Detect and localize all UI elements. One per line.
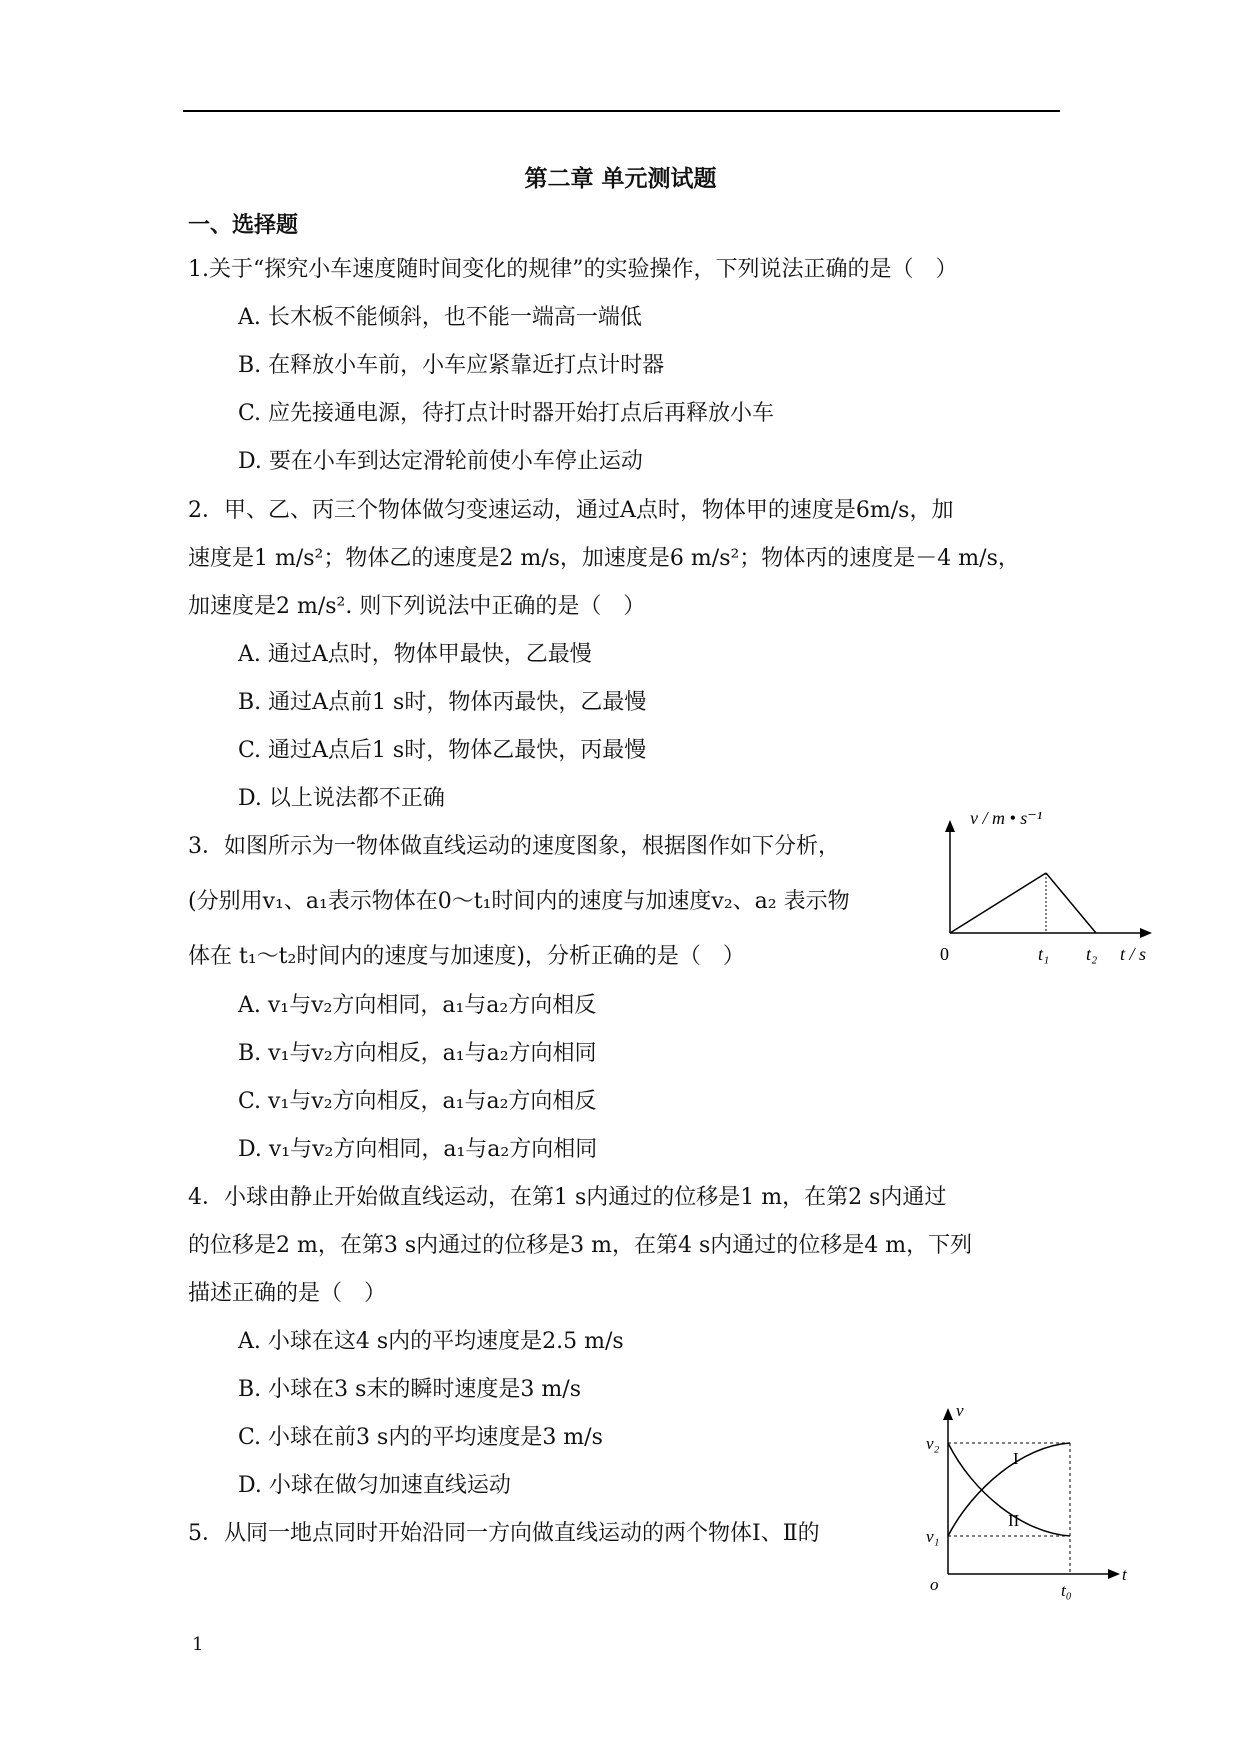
q1-stem: 1.关于“探究小车速度随时间变化的规律”的实验操作，下列说法正确的是（ ） (188, 257, 958, 282)
fig1-x-label: t / s (1120, 944, 1147, 964)
fig2-v2-label: v₂ (926, 1434, 940, 1453)
figure-two-curves (918, 1398, 1138, 1600)
q2-stem-line1: 2．甲、乙、丙三个物体做匀变速运动，通过A点时，物体甲的速度是6m/s，加 (188, 498, 954, 523)
fig1-x-arrow (1140, 928, 1152, 938)
q4-stem-line2: 的位移是2 m，在第3 s内通过的位移是3 m，在第4 s内通过的位移是4 m，下列 (188, 1233, 973, 1258)
page-title: 第二章 单元测试题 (524, 166, 717, 192)
fig2-origin-label: o (930, 1575, 939, 1594)
q4-stem-line3: 描述正确的是（ ） (188, 1281, 387, 1306)
fig1-y-label: v / m • s⁻¹ (970, 808, 1043, 828)
q3-option-c: C. v₁与v₂方向相反，a₁与a₂方向相反 (238, 1089, 597, 1114)
fig2-x-arrow (1108, 1569, 1120, 1579)
q4-option-d: D. 小球在做匀加速直线运动 (238, 1473, 511, 1498)
q3-stem-line1: 3．如图所示为一物体做直线运动的速度图象，根据图作如下分析， (188, 834, 840, 859)
q2-option-c: C. 通过A点后1 s时，物体乙最快，丙最慢 (238, 738, 647, 763)
fig2-x-label: t (1122, 1565, 1127, 1584)
fig1-y-arrow (945, 820, 955, 832)
fig2-y-arrow (943, 1408, 953, 1420)
header-rule (183, 110, 1060, 112)
q2-stem-line3: 加速度是2 m/s². 则下列说法中正确的是（ ） (188, 594, 646, 619)
q3-option-b: B. v₁与v₂方向相反，a₁与a₂方向相同 (238, 1041, 597, 1066)
fig1-rising-line (950, 873, 1046, 933)
fig2-v1-label: v₁ (926, 1527, 940, 1546)
fig2-t0-label: t₀ (1061, 1581, 1072, 1600)
fig2-y-label: v (956, 1401, 964, 1420)
fig1-t2-label: t₂ (1086, 944, 1098, 964)
q3-option-d: D. v₁与v₂方向相同，a₁与a₂方向相同 (238, 1137, 598, 1162)
q3-option-a: A. v₁与v₂方向相同，a₁与a₂方向相反 (238, 993, 597, 1018)
fig2-curve-II-label: II (1008, 1511, 1020, 1530)
q1-option-c: C. 应先接通电源，待打点计时器开始打点后再释放小车 (238, 401, 775, 426)
q4-stem-line1: 4．小球由静止开始做直线运动，在第1 s内通过的位移是1 m，在第2 s内通过 (188, 1185, 947, 1210)
section-heading: 一、选择题 (188, 213, 299, 238)
fig1-origin-label: 0 (940, 944, 949, 964)
q2-option-b: B. 通过A点前1 s时，物体丙最快，乙最慢 (238, 690, 647, 715)
figure-velocity-time-triangle (930, 800, 1170, 975)
q4-option-b: B. 小球在3 s末的瞬时速度是3 m/s (238, 1377, 581, 1402)
q2-option-d: D. 以上说法都不正确 (238, 786, 445, 811)
q1-option-a: A. 长木板不能倾斜，也不能一端高一端低 (238, 305, 642, 330)
q1-option-b: B. 在释放小车前，小车应紧靠近打点计时器 (238, 353, 665, 378)
q2-option-a: A. 通过A点时，物体甲最快，乙最慢 (238, 642, 592, 667)
q2-stem-line2: 速度是1 m/s²；物体乙的速度是2 m/s，加速度是6 m/s²；物体丙的速度是－4 m/s， (188, 546, 1020, 571)
q3-stem-line2: (分别用v₁、a₁表示物体在0～t₁时间内的速度与加速度v₂、a₂ 表示物 (188, 889, 850, 914)
q4-option-a: A. 小球在这4 s内的平均速度是2.5 m/s (238, 1329, 624, 1354)
q4-option-c: C. 小球在前3 s内的平均速度是3 m/s (238, 1425, 603, 1450)
q5-stem-line1: 5．从同一地点同时开始沿同一方向做直线运动的两个物体Ⅰ、Ⅱ的 (188, 1521, 820, 1546)
fig1-falling-line (1046, 873, 1096, 933)
fig2-curve-I-label: I (1013, 1449, 1019, 1468)
q1-option-d: D. 要在小车到达定滑轮前使小车停止运动 (238, 449, 643, 474)
page-number: 1 (192, 1634, 204, 1655)
q3-stem-line3: 体在 t₁～t₂时间内的速度与加速度)，分析正确的是（ ） (188, 944, 745, 969)
fig1-t1-label: t₁ (1038, 944, 1050, 964)
